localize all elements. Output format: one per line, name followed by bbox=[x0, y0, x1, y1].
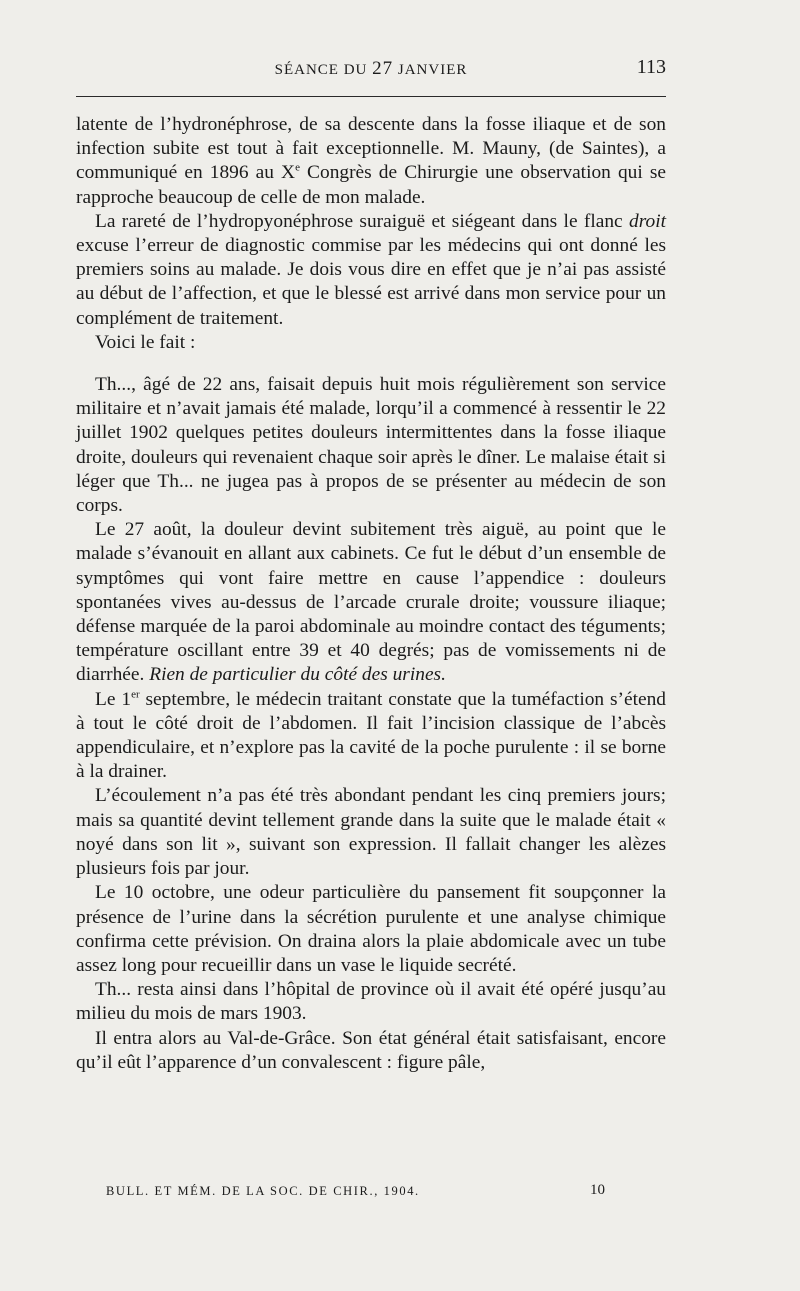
paragraph-2-text-a: La rareté de l’hydropyonéphrose suraiguë et siégeant dans le flanc bbox=[95, 210, 629, 232]
paragraph-10: Il entra alors au Val-de-Grâce. Son état général était satisfaisant, encore qu’il eût l’apparence d’un convalescent : figure pâle, bbox=[76, 1027, 666, 1073]
paragraph-1-text: latente de l’hydronéphrose, de sa descente dans la fosse iliaque et de son infection subite est tout à fait exceptionnelle. M. Mauny, (de Saintes), a communiqué en 1896 au X bbox=[76, 114, 666, 184]
paragraph-5-text: Le 27 août, la douleur devint subitement très aiguë, au point que le malade s’évanouit en allant aux cabinets. Ce fut le début d’un ensemble de symptômes qui vont faire mettre en cause l’appendice : douleurs spontanées vives au-dessus de l’arcade crurale droite; voussure iliaque; défense marquée de la paroi abdominale au moindre contact des téguments; température oscillant entre 39 et 40 degrés; pas de vomissements ni de diarrhée. bbox=[76, 519, 666, 686]
footer-text: BULL. ET MÉM. DE LA SOC. DE CHIR., 1904. bbox=[106, 1184, 420, 1198]
paragraph-8: Le 10 octobre, une odeur particulière du pansement fit soupçonner la présence de l’urine dans la sécrétion purulente et une analyse chimique confirma cette prévision. On draina alors la plaie abdomicale avec un tube assez long pour recueillir dans un vase le liquide secrété. bbox=[76, 882, 666, 976]
paragraph-5 bbox=[76, 518, 666, 687]
paragraph-2 bbox=[76, 210, 666, 331]
footer bbox=[106, 1182, 636, 1206]
paragraph-2-emphasis: droit bbox=[629, 210, 666, 232]
superscript: er bbox=[131, 688, 140, 701]
page-number: 113 bbox=[636, 56, 666, 78]
paragraph-6-text-b: septembre, le médecin traitant constate que la tuméfaction s’étend à tout le côté droit de l’abdomen. Il fait l’incision classique de l’abcès appendiculaire, et n’explore pas la cavité de la poche purulente : il se borne à la drainer. bbox=[76, 688, 667, 783]
body-text bbox=[76, 113, 666, 1075]
paragraph-7: L’écoulement n’a pas été très abondant pendant les cinq premiers jours; mais sa quantité devint tellement grande dans la suite que le malade était « noyé dans son lit », suivant son expression. Il fallait changer les alèzes plusieurs fois par jour. bbox=[76, 785, 666, 880]
superscript: e bbox=[295, 161, 300, 174]
paragraph-1-end: Congrès de Chirurgie une observation qui se rapproche beaucoup de celle de mon malade. bbox=[76, 162, 666, 208]
paragraph-9: Th... resta ainsi dans l’hôpital de province où il avait été opéré jusqu’au milieu du mois de mars 1903. bbox=[76, 979, 666, 1025]
paragraph-6 bbox=[76, 688, 666, 785]
paragraph-3: Voici le fait : bbox=[95, 331, 196, 353]
header-title-post: JANVIER bbox=[393, 62, 468, 78]
header-rule bbox=[76, 96, 666, 97]
header-title bbox=[76, 58, 666, 80]
signature-mark: 10 bbox=[590, 1182, 605, 1198]
running-header bbox=[76, 58, 666, 84]
header-title-day: 27 bbox=[372, 58, 394, 79]
header-title-pre: SÉANCE DU bbox=[274, 62, 373, 78]
paragraph-5-emphasis: Rien de particulier du côté des urines. bbox=[149, 664, 446, 686]
paragraph-2-text-b: excuse l’erreur de diagnostic commise par les médecins qui ont donné les premiers soins au malade. Je dois vous dire en effet que je n’ai pas assisté au début de l’affection, et que le blessé est arrivé dans mon service pour un complément de traitement. bbox=[76, 235, 666, 329]
paragraph-1 bbox=[76, 113, 666, 210]
paragraph-6-text-a: Le 1 bbox=[95, 688, 132, 710]
paragraph-4: Th..., âgé de 22 ans, faisait depuis huit mois régulièrement son service militaire et n’avait jamais été malade, lorqu’il a commencé à ressentir le 22 juillet 1902 quelques petites douleurs intermittentes dans la fosse iliaque droite, douleurs qui revenaient chaque soir après le dîner. Le malaise était si léger que Th... ne jugea pas à propos de se présenter au médecin de son corps. bbox=[76, 374, 666, 517]
